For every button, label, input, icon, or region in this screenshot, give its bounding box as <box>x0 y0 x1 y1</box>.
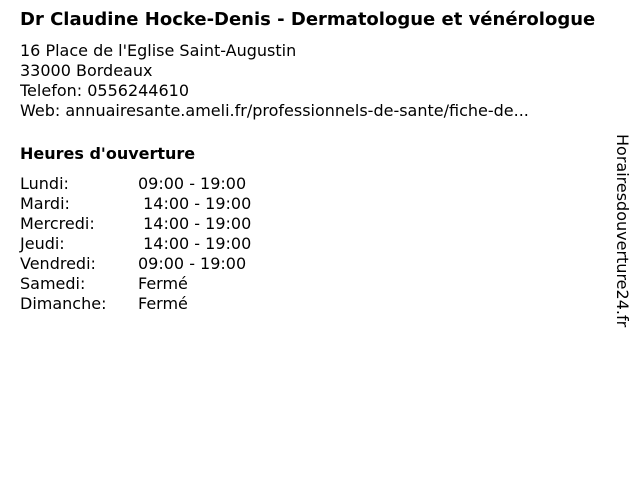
contact-block <box>20 41 596 121</box>
hours-row-thursday <box>20 234 596 254</box>
hours-row-wednesday <box>20 214 596 234</box>
day-label: Jeudi: <box>20 234 65 253</box>
hours-row-tuesday <box>20 194 596 214</box>
address-city: 33000 Bordeaux <box>20 61 153 80</box>
address-street: 16 Place de l'Eglise Saint-Augustin <box>20 41 297 60</box>
hours-heading: Heures d'ouverture <box>20 144 196 163</box>
day-label: Mercredi: <box>20 214 95 233</box>
opening-hours-table <box>20 174 596 314</box>
day-label: Lundi: <box>20 174 69 193</box>
time-value: 14:00 - 19:00 <box>138 234 252 253</box>
hours-row-saturday <box>20 274 596 294</box>
time-value: 09:00 - 19:00 <box>138 174 247 193</box>
phone-number: Telefon: 0556244610 <box>20 81 190 100</box>
hours-row-friday <box>20 254 596 274</box>
time-value: 09:00 - 19:00 <box>138 254 247 273</box>
site-watermark: Horairesdouverture24.fr <box>613 134 632 328</box>
day-label: Vendredi: <box>20 254 96 273</box>
website-link: Web: annuairesante.ameli.fr/professionnels-de-sante/fiche-de... <box>20 101 529 120</box>
day-label: Dimanche: <box>20 294 107 313</box>
hours-row-monday <box>20 174 596 194</box>
time-value: 14:00 - 19:00 <box>138 194 252 213</box>
time-value: Fermé <box>138 274 188 293</box>
day-label: Samedi: <box>20 274 86 293</box>
day-label: Mardi: <box>20 194 70 213</box>
listing-card <box>20 9 596 314</box>
time-value: 14:00 - 19:00 <box>138 214 252 233</box>
time-value: Fermé <box>138 294 188 313</box>
hours-row-sunday <box>20 294 596 314</box>
page-title: Dr Claudine Hocke-Denis - Dermatologue et vénérologue <box>20 9 596 30</box>
